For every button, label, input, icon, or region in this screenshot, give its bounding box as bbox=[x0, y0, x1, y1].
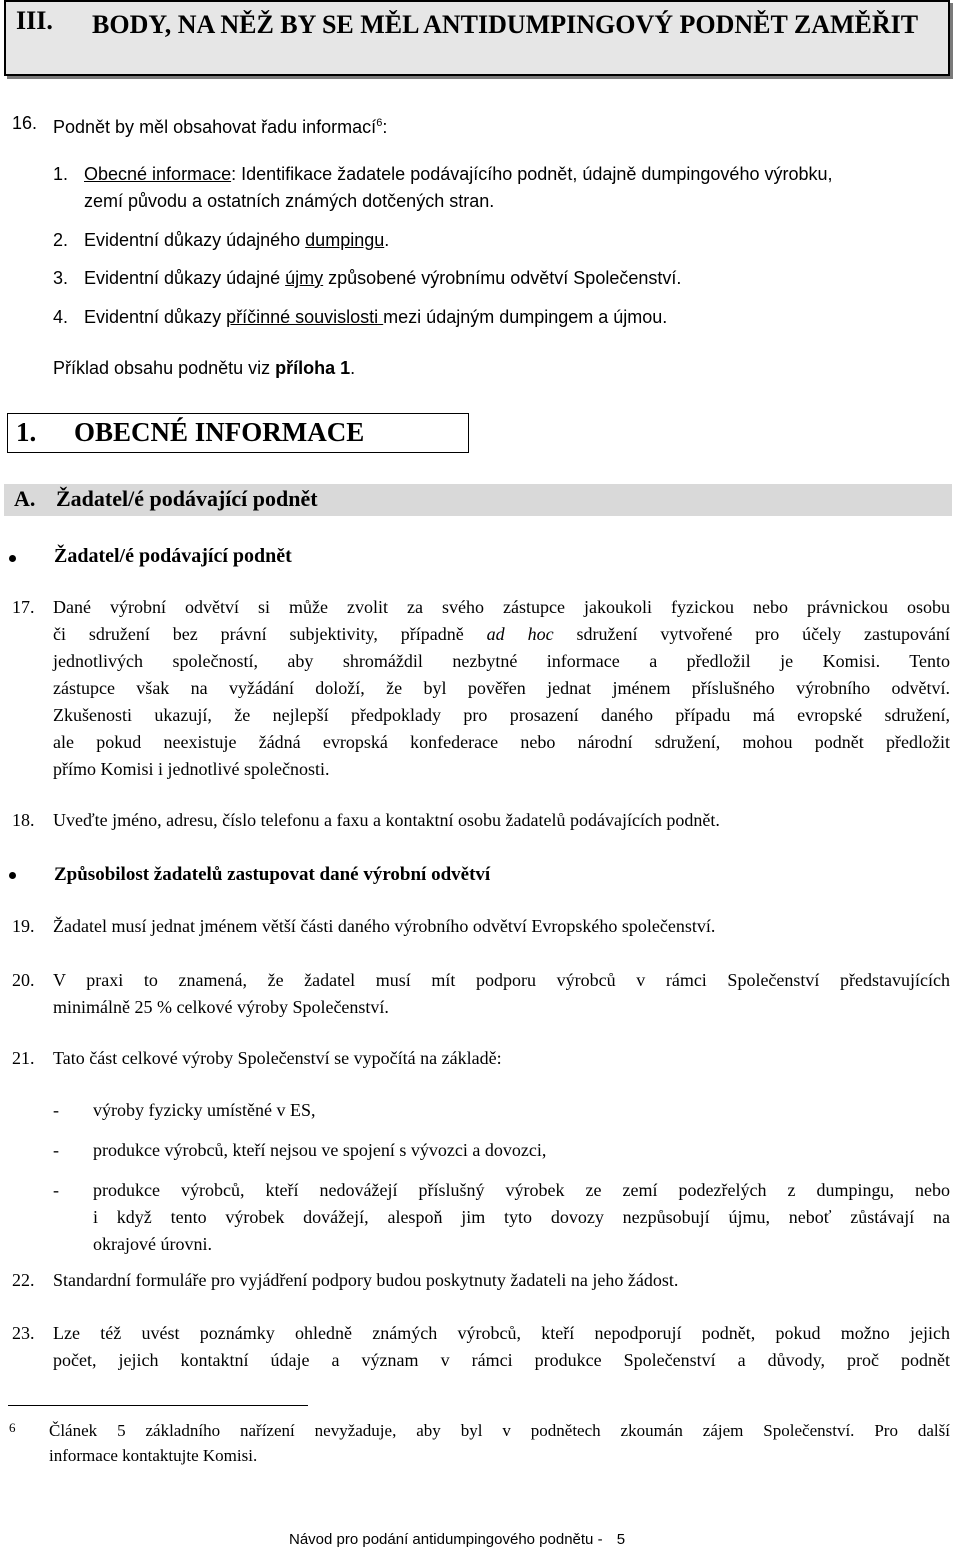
paragraph-22-number: 22. bbox=[12, 1270, 35, 1290]
footnote-ref[interactable]: 6 bbox=[376, 117, 383, 129]
dash-mark: - bbox=[53, 1100, 59, 1120]
bullet-icon bbox=[9, 872, 16, 879]
paragraph-17-line5: Zkušenosti ukazují, že nejlepší předpoklady pro prosazení daného případu má evropské sdružení, bbox=[53, 705, 950, 725]
list-item-2-number: 2. bbox=[53, 230, 69, 250]
paragraph-17-line2-end: sdružení vytvořené pro účely zastupování bbox=[553, 624, 950, 644]
heading-1-number: 1. bbox=[16, 417, 37, 447]
heading-a-title: Žadatel/é podávající podnět bbox=[56, 486, 318, 511]
paragraph-16-number: 16. bbox=[12, 113, 38, 133]
paragraph-20-line1: V praxi to znamená, že žadatel musí mít podporu výrobců v rámci Společenství představujících bbox=[53, 970, 950, 990]
paragraph-21-number: 21. bbox=[12, 1048, 35, 1068]
paragraph-20-line2: minimálně 25 % celkové výroby Společenství. bbox=[53, 997, 389, 1017]
list-item-3-underlined: újmy bbox=[285, 268, 324, 288]
heading-1-title: OBECNÉ INFORMACE bbox=[74, 417, 365, 447]
example-note-end: . bbox=[350, 358, 356, 378]
list-item-3-text: Evidentní důkazy údajné bbox=[84, 268, 286, 288]
page-footer bbox=[289, 1531, 625, 1548]
heading-applicants bbox=[4, 484, 952, 516]
list-item-4 bbox=[84, 304, 667, 331]
paragraph-17-line4: zástupce však na vyžádání doloží, že byl pověřen jednat jménem příslušného výrobního odvětví. bbox=[53, 678, 950, 698]
paragraph-22: Standardní formuláře pro vyjádření podpory budou poskytnuty žadateli na jeho žádost. bbox=[53, 1270, 679, 1290]
section-number: III. bbox=[16, 6, 53, 35]
paragraph-20-number: 20. bbox=[12, 970, 35, 990]
paragraph-19: Žadatel musí jednat jménem větší části daného výrobního odvětví Evropského společenství. bbox=[53, 916, 716, 936]
paragraph-16-text: Podnět by měl obsahovat řadu informací bbox=[53, 117, 377, 137]
list-item-2-underlined: dumpingu bbox=[305, 230, 385, 250]
paragraph-17-number: 17. bbox=[12, 597, 35, 617]
dash-item-3-line1: produkce výrobců, kteří nedovážejí příslušný výrobek ze zemí podezřelých z dumpingu, nebo bbox=[93, 1180, 950, 1200]
heading-a-number: A. bbox=[14, 486, 36, 511]
dash-item-3-line2: i když tento výrobek dovážejí, alespoň jim tyto dovozy nezpůsobují újmu, neboť zůstávají na bbox=[93, 1207, 950, 1227]
paragraph-16-tail: : bbox=[382, 117, 388, 137]
list-item-2 bbox=[84, 227, 389, 254]
list-item-1-text: : Identifikace žadatele podávajícího podnět, údajně dumpingového výrobku, bbox=[231, 164, 833, 184]
list-item-1-number: 1. bbox=[53, 164, 69, 184]
dash-item-1: výroby fyzicky umístěné v ES, bbox=[93, 1100, 316, 1120]
list-item-3 bbox=[84, 265, 681, 292]
paragraph-16 bbox=[53, 110, 387, 141]
section-header bbox=[4, 0, 950, 76]
heading-general-information bbox=[7, 413, 469, 453]
list-item-1-label: Obecné informace bbox=[84, 164, 232, 184]
list-item-1-line2: zemí původu a ostatních známých dotčených stran. bbox=[84, 191, 495, 211]
paragraph-17-line1: Dané výrobní odvětví si může zvolit za svého zástupce jakoukoli fyzickou nebo právnickou osobu bbox=[53, 597, 950, 617]
paragraph-17-italic: ad hoc bbox=[486, 624, 554, 644]
paragraph-17-line2 bbox=[53, 621, 950, 648]
bullet-icon bbox=[9, 555, 16, 562]
paragraph-17-line2-text: či sdružení bez právní subjektivity, případně bbox=[53, 624, 487, 644]
dash-item-3-line3: okrajové úrovni. bbox=[93, 1234, 212, 1254]
list-item-4-text: Evidentní důkazy bbox=[84, 307, 227, 327]
paragraph-18: Uveďte jméno, adresu, číslo telefonu a faxu a kontaktní osobu žadatelů podávajících podnět. bbox=[53, 810, 720, 830]
paragraph-17-line6: ale pokud neexistuje žádná evropská konfederace nebo národní sdružení, mohou podnět předložit bbox=[53, 732, 950, 752]
annex-link[interactable]: příloha 1 bbox=[275, 358, 351, 378]
footnote-line1: Článek 5 základního nařízení nevyžaduje, aby byl v podnětech zkoumán zájem Společenství. Pro další bbox=[49, 1421, 950, 1440]
example-note-text: Příklad obsahu podnětu viz bbox=[53, 358, 276, 378]
list-item-3-end: způsobené výrobnímu odvětví Společenství. bbox=[323, 268, 682, 288]
section-title: BODY, NA NĚŽ BY SE MĚL ANTIDUMPINGOVÝ PODNĚT ZAMĚŘIT bbox=[92, 10, 919, 39]
dash-mark: - bbox=[53, 1140, 59, 1160]
page-number: 5 bbox=[616, 1531, 626, 1548]
list-item-3-number: 3. bbox=[53, 268, 69, 288]
list-item-1 bbox=[84, 161, 833, 188]
footnote-line2: informace kontaktujte Komisi. bbox=[49, 1446, 258, 1465]
footnote-divider bbox=[8, 1405, 308, 1406]
paragraph-18-number: 18. bbox=[12, 810, 35, 830]
dash-mark: - bbox=[53, 1180, 59, 1200]
example-note bbox=[53, 355, 355, 382]
list-item-4-end: mezi údajným dumpingem a újmou. bbox=[383, 307, 668, 327]
paragraph-17-line3: jednotlivých společností, aby shromáždil nezbytné informace a předložil je Komisi. Tento bbox=[53, 651, 950, 671]
list-item-4-underlined: příčinné souvislosti bbox=[226, 307, 384, 327]
paragraph-17-line7: přímo Komisi i jednotlivé společnosti. bbox=[53, 759, 330, 779]
paragraph-23-number: 23. bbox=[12, 1323, 35, 1343]
list-item-2-text: Evidentní důkazy údajného bbox=[84, 230, 306, 250]
paragraph-23-line2: počet, jejich kontaktní údaje a význam v rámci produkce Společenství a důvody, proč podnět bbox=[53, 1350, 950, 1370]
dash-item-2: produkce výrobců, kteří nejsou ve spojení s vývozci a dovozci, bbox=[93, 1140, 547, 1160]
paragraph-23-line1: Lze též uvést poznámky ohledně známých výrobců, kteří nepodporují podnět, pokud možno jejich bbox=[53, 1323, 950, 1343]
list-item-2-end: . bbox=[384, 230, 390, 250]
bullet-heading-eligibility: Způsobilost žadatelů zastupovat dané výrobní odvětví bbox=[54, 864, 491, 885]
footer-text: Návod pro podání antidumpingového podnětu - bbox=[289, 1531, 603, 1548]
paragraph-19-number: 19. bbox=[12, 916, 35, 936]
list-item-4-number: 4. bbox=[53, 307, 69, 327]
footnote-number: 6 bbox=[9, 1420, 16, 1435]
bullet-heading-applicants: Žadatel/é podávající podnět bbox=[54, 545, 292, 567]
paragraph-21: Tato část celkové výroby Společenství se vypočítá na základě: bbox=[53, 1048, 502, 1068]
